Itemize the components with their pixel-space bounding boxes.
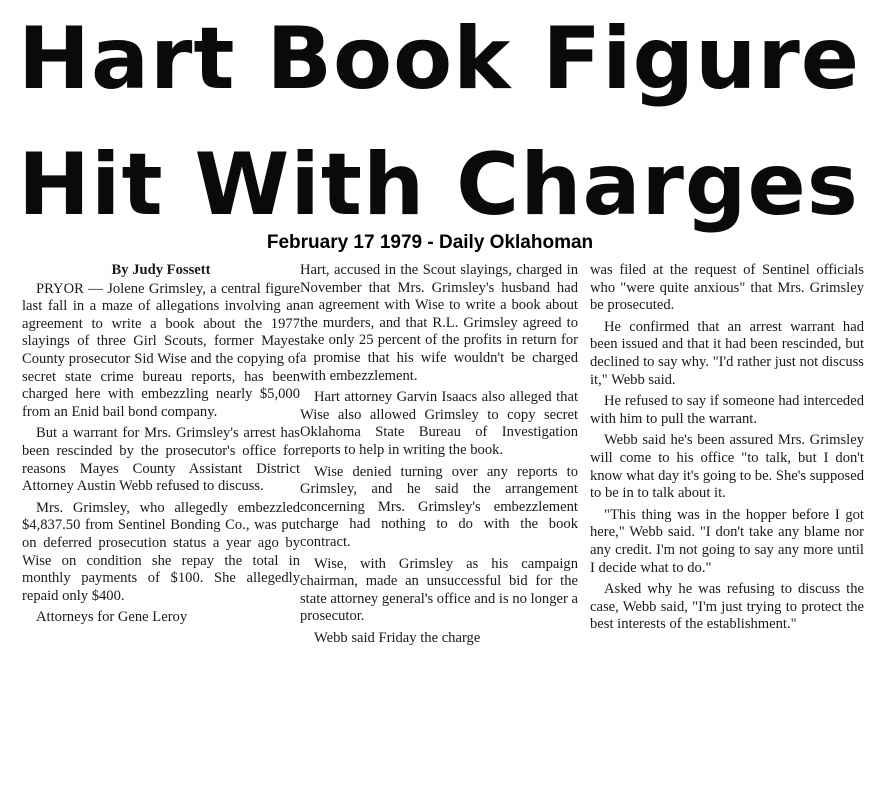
- paragraph: He confirmed that an arrest warrant had been issued and that it had been rescinded, but declined to say why. "I'd rather just not discuss it," Webb said.: [590, 318, 864, 388]
- paragraph: "This thing was in the hopper before I got here," Webb said. "I don't take any blame nor any credit. I'm not going to say any more until I decide what to do.": [590, 506, 864, 576]
- byline: By Judy Fossett: [111, 262, 211, 278]
- article-column-3: [590, 262, 864, 638]
- paragraph: Mrs. Grimsley, who allegedly embezzled $4,837.50 from Sentinel Bonding Co., was put on deferred prosecution status a year ago by Wise on condition she repay the total in monthly payments of $100. She allegedly repaid only $400.: [22, 499, 300, 604]
- paragraph: But a warrant for Mrs. Grimsley's arrest has been rescinded by the prosecutor's office for reasons Mayes County Assistant District Attorney Austin Webb refused to discuss.: [22, 425, 300, 495]
- headline-line-2: Hit With Charges: [18, 135, 859, 235]
- paragraph: He refused to say if someone had interceded with him to pull the warrant.: [590, 393, 864, 427]
- paragraph: Webb said Friday the charge: [314, 629, 481, 646]
- article-column-1: [22, 262, 300, 631]
- paragraph: PRYOR — Jolene Grimsley, a central figure last fall in a maze of allegations involving an agreement to write a book about the 1977 slayings of three Girl Scouts, former Mayes County prosecutor Sid Wise and the copying of secret state crime bureau reports, has been charged here with embezzling nearly $5,000 from an Enid bail bond company.: [22, 280, 300, 420]
- article-column-2: [300, 262, 578, 651]
- paragraph: Wise denied turning over any reports to Grimsley, and he said the arrangement concerning Mrs. Grimsley's embezzlement charge had nothing to do with the book contract.: [300, 463, 578, 550]
- paragraph: Hart, accused in the Scout slayings, charged in November that Mrs. Grimsley's husband had an agreement with Wise to write a book about the murders, and that R.L. Grimsley agreed to take only 25 percent of the profits in return for a promise that his wife wouldn't be charged with embezzlement.: [300, 262, 578, 384]
- headline-line-1: Hart Book Figure: [18, 9, 861, 109]
- paragraph: Webb said he's been assured Mrs. Grimsley will come to his office "to talk, but I don't know what day it's going to be. She's supposed to be in to talk about it.: [590, 432, 865, 502]
- paragraph: Wise, with Grimsley as his campaign chairman, made an unsuccessful bid for the state attorney general's office and is no longer a prosecutor.: [300, 555, 578, 625]
- paragraph: was filed at the request of Sentinel officials who "were quite anxious" that Mrs. Grimsley be prosecuted.: [590, 262, 864, 314]
- paragraph: Attorneys for Gene Leroy: [36, 609, 188, 626]
- paragraph: Hart attorney Garvin Isaacs also alleged that Wise also allowed Grimsley to copy secret Oklahoma State Bureau of Investigation reports to help in writing the book.: [300, 389, 578, 458]
- paragraph: Asked why he was refusing to discuss the case, Webb said, "I'm just trying to protect the best interests of the establishment.": [590, 581, 864, 633]
- dateline: February 17 1979 - Daily Oklahoman: [266, 232, 594, 253]
